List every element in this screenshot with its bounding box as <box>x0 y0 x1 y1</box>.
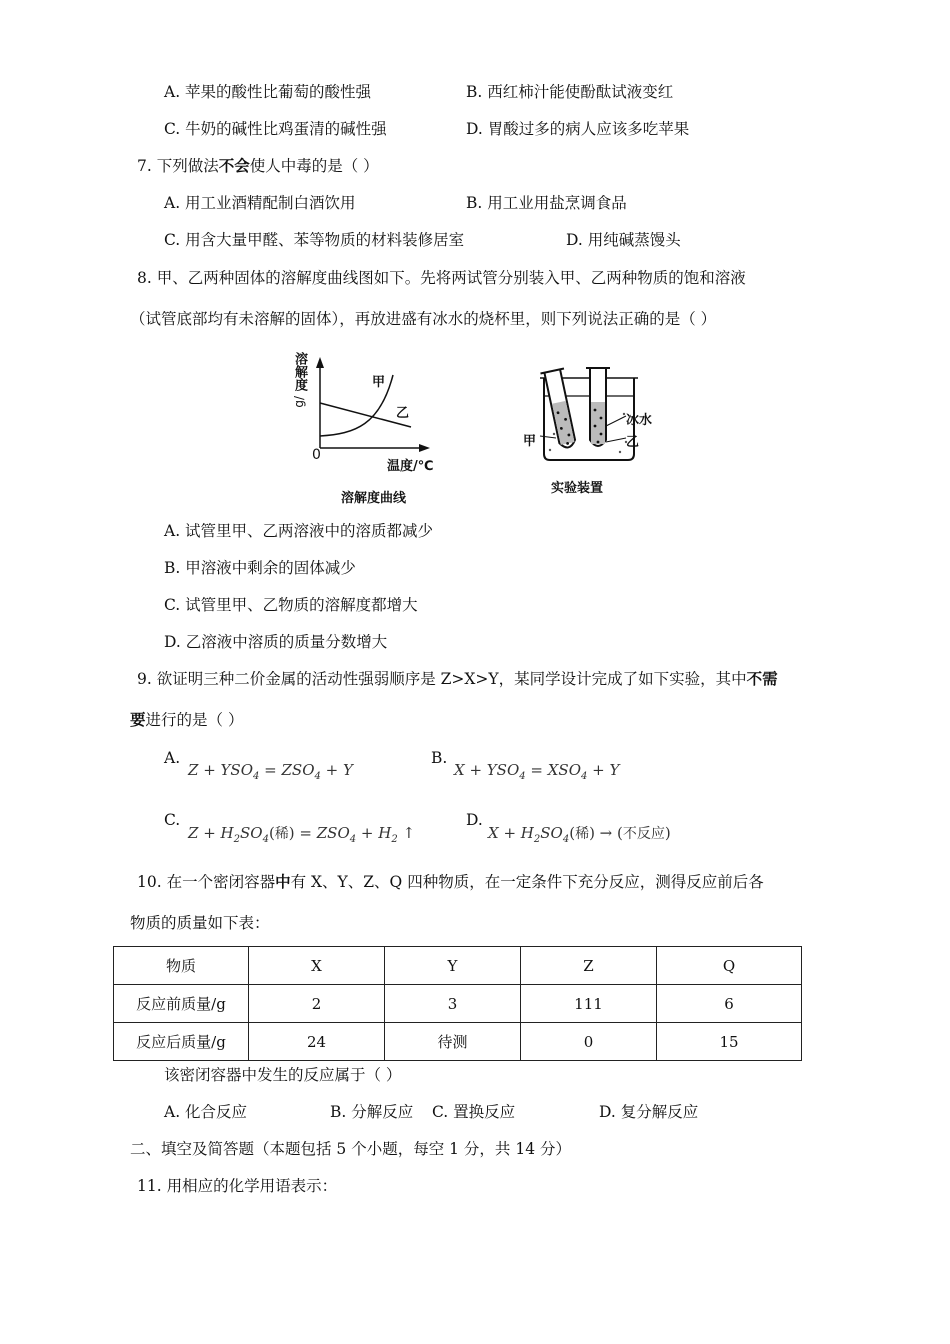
q7-stem-post: 使人中毒的是（ ） <box>249 157 379 175</box>
q9-d-no-reaction: 不反应 <box>622 826 665 842</box>
label-ice-water: 冰水 <box>626 413 653 428</box>
q9-stem-line1-bold: 不需 <box>746 669 778 688</box>
table-cell: 0 <box>521 1023 657 1061</box>
section-2-title: 二、填空及简答题（本题包括 5 个小题，每空 1 分，共 14 分） <box>130 1140 572 1158</box>
mass-table <box>113 946 802 1061</box>
table-cell: 反应前质量/g <box>114 985 249 1023</box>
q6-option-b: B. 西红柿汁能使酚酞试液变红 <box>466 83 674 101</box>
q9-option-b-label: B. <box>431 749 448 767</box>
q10-option-b: B. 分解反应 <box>330 1103 414 1121</box>
q9-option-c-equation: $Z + H_2SO_4$(稀) = $ZSO_4 + H_2$ ↑ <box>188 824 416 845</box>
q7-stem-pre: 7. 下列做法 <box>137 157 219 175</box>
label-jia: 甲 <box>523 434 537 449</box>
q7-option-d: D. 用纯碱蒸馒头 <box>566 231 681 249</box>
q9-option-a-equation: $Z + YSO_4 = ZSO_4 + Y$ <box>188 761 353 782</box>
q7-stem <box>137 156 379 176</box>
q9-stem-line2-bold: 要 <box>130 710 146 729</box>
q10-stem-bold: 中 <box>275 872 291 891</box>
q11-stem: 11. 用相应的化学用语表示： <box>137 1177 338 1195</box>
q9-option-a-label: A. <box>164 749 181 767</box>
test-tube-yi <box>586 368 610 446</box>
q9-stem-line1 <box>137 669 778 689</box>
y-axis-arrow <box>316 357 324 368</box>
q9-d-dilute: 稀 <box>575 826 590 842</box>
q10-option-a: A. 化合反应 <box>164 1103 248 1121</box>
table-cell: 2 <box>249 985 385 1023</box>
curve-label-yi: 乙 <box>396 406 410 421</box>
curve-label-jia: 甲 <box>372 375 386 390</box>
q8-option-d: D. 乙溶液中溶质的质量分数增大 <box>164 633 388 651</box>
q10-option-d: D. 复分解反应 <box>599 1103 699 1121</box>
q9-stem-line1-pre: 9. 欲证明三种二价金属的活动性强弱顺序是 Z>X>Y，某同学设计完成了如下实验，其中 <box>137 670 747 688</box>
q9-option-c-label: C. <box>164 811 181 829</box>
q6-option-a: A. 苹果的酸性比葡萄的酸性强 <box>164 83 372 101</box>
apparatus-figure <box>520 362 680 474</box>
q6-option-c: C. 牛奶的碱性比鸡蛋清的碱性强 <box>164 120 387 138</box>
q9-option-d-equation: $X + H_2SO_4$(稀) → (不反应) <box>488 824 671 845</box>
q7-option-c: C. 用含大量甲醛、苯等物质的材料装修居室 <box>164 231 465 249</box>
table-cell: 24 <box>249 1023 385 1061</box>
table-header-cell: Z <box>521 947 657 985</box>
q9-stem-line2 <box>130 710 243 730</box>
q8-option-a: A. 试管里甲、乙两溶液中的溶质都减少 <box>164 522 434 540</box>
table-cell: 111 <box>521 985 657 1023</box>
x-axis-arrow <box>419 444 430 452</box>
q6-option-d: D. 胃酸过多的病人应该多吃苹果 <box>466 120 690 138</box>
table-row <box>114 1023 802 1061</box>
q8-stem-line2: （试管底部均有未溶解的固体），再放进盛有冰水的烧杯里，则下列说法正确的是（ ） <box>130 310 717 328</box>
table-header-row <box>114 947 802 985</box>
q10-question: 该密闭容器中发生的反应属于（ ） <box>164 1066 402 1084</box>
origin-label: 0 <box>312 447 321 463</box>
table-header-cell: Q <box>657 947 802 985</box>
q8-option-c: C. 试管里甲、乙物质的溶解度都增大 <box>164 596 418 614</box>
test-tube-jia <box>540 369 580 450</box>
q9-c-dilute: 稀 <box>274 826 289 842</box>
table-header-cell: Y <box>385 947 521 985</box>
pointer-jia <box>540 436 556 438</box>
q7-stem-bold: 不会 <box>218 156 250 175</box>
table-cell: 待测 <box>385 1023 521 1061</box>
label-yi: 乙 <box>626 435 640 450</box>
q10-stem <box>137 872 764 892</box>
table-cell: 6 <box>657 985 802 1023</box>
q9-option-d-label: D. <box>466 811 483 829</box>
q10-stem-pre: 10. 在一个密闭容器 <box>137 873 276 891</box>
caption-solubility-curve: 溶解度曲线 <box>341 491 407 506</box>
solubility-curve-figure <box>285 350 455 510</box>
q8-option-b: B. 甲溶液中剩余的固体减少 <box>164 559 356 577</box>
caption-apparatus: 实验装置 <box>551 481 604 496</box>
ylabel-unit: g/ <box>292 396 306 408</box>
q8-stem-line1: 8. 甲、乙两种固体的溶解度曲线图如下。先将两试管分别装入甲、乙两种物质的饱和溶液 <box>137 269 746 287</box>
xlabel-temperature: 温度/℃ <box>387 459 434 474</box>
table-header-cell: X <box>249 947 385 985</box>
q7-option-a: A. 用工业酒精配制白酒饮用 <box>164 194 356 212</box>
table-cell: 15 <box>657 1023 802 1061</box>
q10-stem-post: 有 X、Y、Z、Q 四种物质，在一定条件下充分反应，测得反应前后各 <box>290 873 764 891</box>
table-header-cell: 物质 <box>114 947 249 985</box>
q9-option-b-equation: $X + YSO_4 = XSO_4 + Y$ <box>454 761 620 782</box>
pointer-yi <box>606 438 626 442</box>
table-cell: 3 <box>385 985 521 1023</box>
pointer-ice-water <box>606 416 626 426</box>
table-cell: 反应后质量/g <box>114 1023 249 1061</box>
q9-stem-line2-post: 进行的是（ ） <box>145 711 244 729</box>
ylabel-solubility: 溶解度 <box>292 352 307 391</box>
q10-option-c: C. 置换反应 <box>432 1103 516 1121</box>
table-row <box>114 985 802 1023</box>
q10-stem-line2: 物质的质量如下表： <box>130 914 270 932</box>
q7-option-b: B. 用工业用盐烹调食品 <box>466 194 627 212</box>
